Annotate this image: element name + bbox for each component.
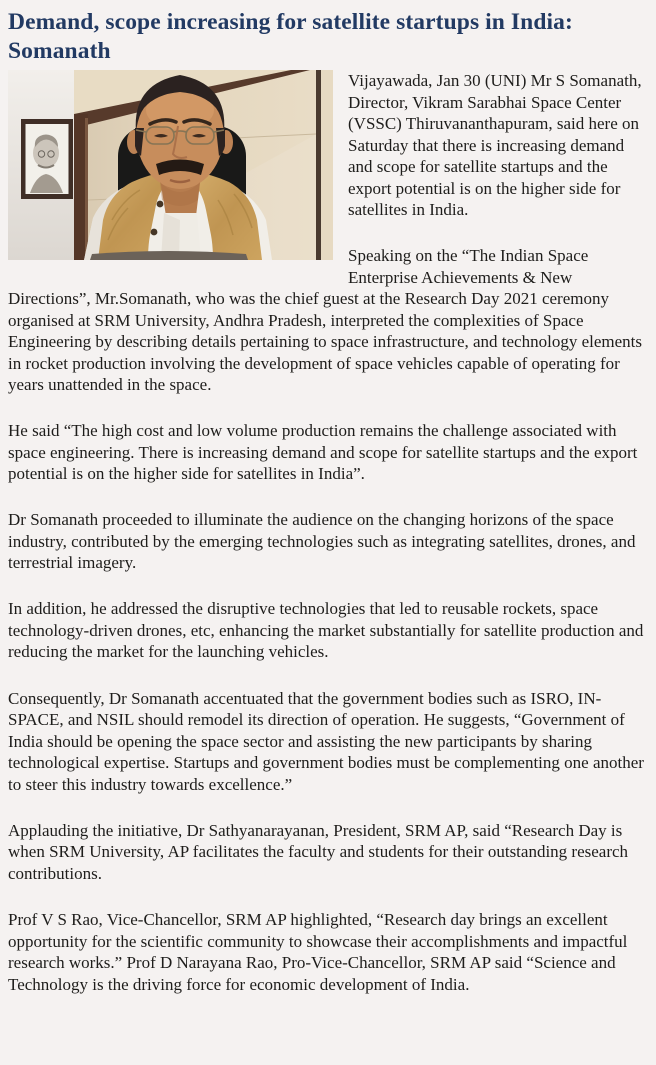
article-paragraph-2: Speaking on the “The Indian Space Enterprise Achievements & New Directions”, Mr.Somanath, who was the chief guest at the Research Day 2021 ceremony organised at SRM University, Andhra Pradesh, interpreted the complexities of Space Engineering by describing details pertaining to space infrastructure, and technology elements in rocket production involving the development of space vehicles capable of operating for years unattended in the space.: [8, 246, 642, 394]
article-headline: Demand, scope increasing for satellite startups in India: Somanath: [8, 9, 573, 64]
article-paragraph-7: Applauding the initiative, Dr Sathyanarayanan, President, SRM AP, said “Research Day is when SRM University, AP facilitates the faculty and students for their outstanding research contributions.: [8, 820, 629, 883]
article-paragraph-3: He said “The high cost and low volume production remains the challenge associated with space engineering. There is increasing demand and scope for satellite startups and the export potential is on the higher side for satellites in India”.: [8, 421, 638, 483]
article-paragraph-1: Vijayawada, Jan 30 (UNI) Mr S Somanath, Director, Vikram Sarabhai Space Center (VSSC) Thiruvananthapuram, said here on Saturday that there is increasing demand and scope for satellite startups and the export potential is on the higher side for satellites in India.: [348, 71, 642, 219]
article-paragraph-6: Consequently, Dr Somanath accentuated that the government bodies such as ISRO, IN-SPACE, and NSIL should remodel its direction of operation. He suggests, “Government of India should be opening the space sector and assisting the new participants by sharing technological expertise. Startups and government bodies must be complementing one another to steer this industry towards excellence.”: [8, 688, 644, 794]
somanath-video-still-image: [8, 70, 333, 260]
article-photo: [8, 70, 333, 260]
article-paragraph-5: In addition, he addressed the disruptive technologies that led to reusable rockets, space technology-driven drones, etc, enhancing the market substantially for satellite production and reducing the market for the launching vehicles.: [8, 599, 644, 661]
article-paragraph-8: Prof V S Rao, Vice-Chancellor, SRM AP highlighted, “Research day brings an excellent opportunity for the scientific community to showcase their accomplishments and impactful research works.” Prof D Narayana Rao, Pro-Vice-Chancellor, SRM AP said “Science and Technology is the driving force for economic development of India.: [8, 910, 628, 994]
article-paragraph-4: Dr Somanath proceeded to illuminate the audience on the changing horizons of the space industry, contributed by the emerging technologies such as integrating satellites, drones, and terrestrial imagery.: [8, 510, 636, 572]
article-body: [8, 70, 648, 1020]
